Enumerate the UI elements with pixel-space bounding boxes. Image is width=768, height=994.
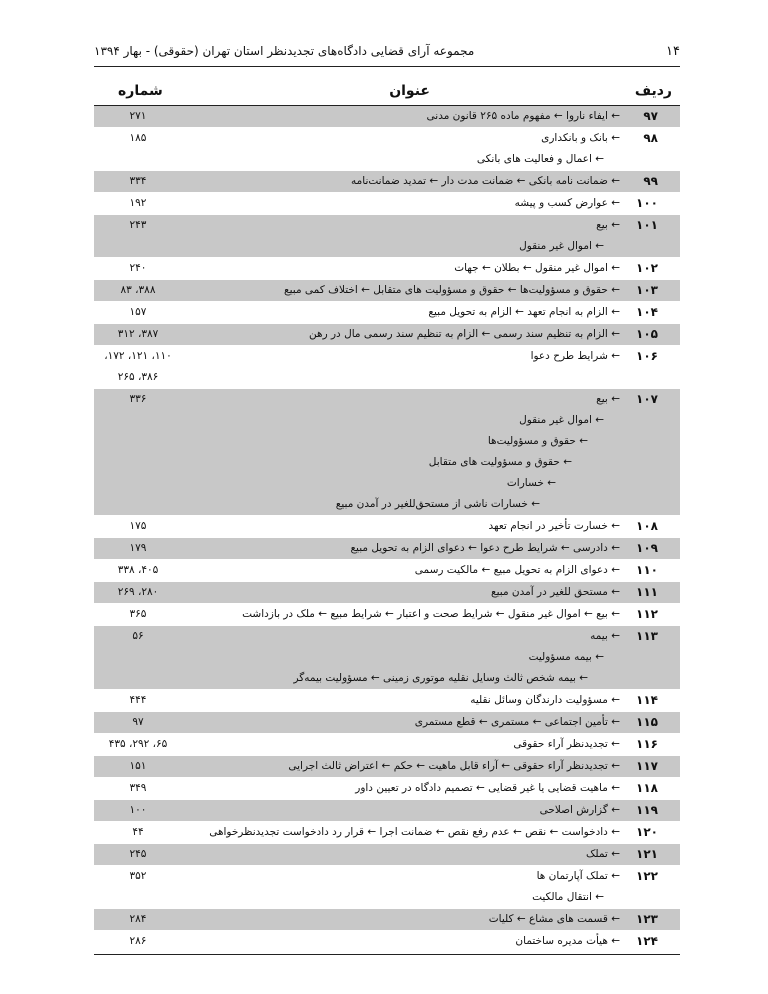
row-title: ← حقوق و مسؤولیت‌ها (487, 435, 588, 447)
row-number: ۱۷۹ (129, 542, 147, 554)
table-bottom-divider (94, 954, 680, 955)
row-title: ← دادرسی ← شرایط طرح دعوا ← دعوای الزام به تحویل مبیع (350, 542, 620, 554)
row-line (94, 346, 680, 367)
row-index: ۱۱۳ (636, 629, 658, 643)
running-title: مجموعه آرای قضایی دادگاه‌های تجدیدنظر استان تهران (حقوقی) - بهار ۱۳۹۴ (94, 44, 475, 58)
table-row (94, 128, 680, 171)
row-line (94, 560, 680, 581)
row-title: ← بیمه شخص ثالث وسایل نقلیه موتوری زمینی ← مسؤولیت بیمه‌گر (293, 672, 588, 684)
row-index: ۱۰۰ (636, 196, 658, 210)
index-table-body (94, 106, 680, 953)
row-line (94, 410, 680, 431)
row-line (94, 909, 680, 930)
row-title: ← حقوق و مسؤولیت‌ها ← حقوق و مسؤولیت های متقابل ← اختلاف کمی مبیع (284, 284, 620, 296)
row-number: ۳۵۲ (129, 870, 147, 882)
row-line (94, 844, 680, 865)
table-row (94, 106, 680, 128)
row-index: ۱۲۳ (636, 912, 658, 926)
row-index: ۹۹ (643, 174, 658, 188)
table-row (94, 909, 680, 931)
row-line (94, 367, 680, 388)
row-title: ← تجدیدنظر آراء حقوقی ← آراء قابل ماهیت ← حکم ← اعتراض ثالث اجرایی (288, 760, 620, 772)
table-row (94, 193, 680, 215)
row-index: ۱۰۱ (636, 218, 658, 232)
row-number: ۳۸۷، ۳۱۲ (117, 328, 159, 340)
row-number: ۹۷ (132, 716, 144, 728)
row-title: ← دادخواست ← نقص ← عدم رفع نقص ← ضمانت اجرا ← قرار رد دادخواست تجدیدنظرخواهی (209, 826, 620, 838)
row-line (94, 822, 680, 843)
row-line (94, 887, 680, 908)
row-number: ۱۰۰ (129, 804, 147, 816)
table-row (94, 626, 680, 690)
row-index: ۱۱۱ (636, 585, 658, 599)
table-row (94, 734, 680, 756)
row-line (94, 647, 680, 668)
row-title: ← تملک آپارتمان ها (536, 870, 620, 882)
row-line (94, 538, 680, 559)
table-row (94, 389, 680, 516)
row-line (94, 171, 680, 192)
row-title: ← دعوای الزام به تحویل مبیع ← مالکیت رسمی (414, 564, 620, 576)
row-index: ۹۸ (643, 131, 658, 145)
row-number: ۴۴ (132, 826, 144, 838)
row-index: ۱۰۷ (636, 392, 658, 406)
row-title: ← ماهیت قضایی یا غیر قضایی ← تصمیم دادگاه در تعیین داور (355, 782, 620, 794)
header-divider (94, 66, 680, 67)
row-title: ← تملک (585, 848, 620, 860)
row-index: ۱۱۲ (636, 607, 658, 621)
row-index: ۱۱۷ (636, 759, 658, 773)
row-line (94, 690, 680, 711)
row-title: ← تأمین اجتماعی ← مستمری ← قطع مستمری (414, 716, 620, 728)
row-number: ۶۵، ۲۹۲، ۴۳۵ (108, 738, 168, 750)
row-number: ۲۴۵ (129, 848, 147, 860)
row-title: ← الزام به تنظیم سند رسمی ← الزام به تنظیم سند رسمی مال در رهن (309, 328, 620, 340)
row-line (94, 604, 680, 625)
row-index: ۱۰۸ (636, 519, 658, 533)
row-index: ۱۰۲ (636, 261, 658, 275)
row-line (94, 712, 680, 733)
row-title: ← حقوق و مسؤولیت های متقابل (428, 456, 572, 468)
row-index: ۱۰۴ (636, 305, 658, 319)
row-title: ← بیمه مسؤولیت (528, 651, 604, 663)
row-title: ← خسارات ناشی از مستحق‌للغیر در آمدن مبیع (335, 498, 540, 510)
row-number: ۱۹۲ (129, 197, 147, 209)
row-line (94, 866, 680, 887)
row-title: ← انتقال مالکیت (532, 891, 604, 903)
row-title: ← بیع (596, 219, 620, 231)
row-line (94, 324, 680, 345)
row-title: ← اموال غیر منقول (519, 414, 604, 426)
table-row (94, 538, 680, 560)
row-number: ۴۴۴ (129, 694, 147, 706)
row-line (94, 215, 680, 236)
table-row (94, 756, 680, 778)
row-title: ← گزارش اصلاحی (539, 804, 620, 816)
row-title: ← بیع (596, 393, 620, 405)
row-line (94, 280, 680, 301)
table-row (94, 800, 680, 822)
table-row (94, 844, 680, 866)
row-line (94, 734, 680, 755)
row-title: ← ایفاء ناروا ← مفهوم ماده ۲۶۵ قانون مدنی (426, 110, 620, 122)
row-number: ۱۵۷ (129, 306, 147, 318)
table-row (94, 215, 680, 258)
table-row (94, 302, 680, 324)
row-index: ۱۰۳ (636, 283, 658, 297)
row-line (94, 626, 680, 647)
row-index: ۱۱۹ (636, 803, 658, 817)
table-row (94, 346, 680, 389)
row-number: ۳۳۴ (129, 175, 147, 187)
row-index: ۱۱۶ (636, 737, 658, 751)
table-row (94, 324, 680, 346)
table-row (94, 280, 680, 302)
row-line (94, 800, 680, 821)
row-line (94, 452, 680, 473)
row-number: ۳۶۵ (129, 608, 147, 620)
row-title: ← شرایط طرح دعوا (530, 350, 620, 362)
row-line (94, 778, 680, 799)
row-line (94, 668, 680, 689)
row-title: ← خسارت تأخیر در انجام تعهد (488, 520, 620, 532)
row-index: ۱۲۲ (636, 869, 658, 883)
table-row (94, 712, 680, 734)
row-line (94, 756, 680, 777)
table-row (94, 582, 680, 604)
row-line (94, 582, 680, 603)
row-title: ← عوارض کسب و پیشه (514, 197, 620, 209)
row-line (94, 516, 680, 537)
row-number: ۲۴۳ (129, 219, 147, 231)
table-row (94, 822, 680, 844)
column-header-index: ردیف (634, 83, 672, 99)
row-line (94, 389, 680, 410)
row-index: ۱۱۴ (636, 693, 658, 707)
row-index: ۱۰۵ (636, 327, 658, 341)
row-number: ۳۸۶، ۲۶۵ (117, 371, 159, 383)
row-number: ۱۸۵ (129, 132, 147, 144)
row-number: ۲۸۴ (129, 913, 147, 925)
row-line (94, 106, 680, 127)
row-number: ۵۶ (132, 630, 144, 642)
row-number: ۳۸۸، ۸۳ (120, 284, 156, 296)
table-header (94, 80, 680, 104)
row-title: ← الزام به انجام تعهد ← الزام به تحویل مبیع (428, 306, 620, 318)
row-index: ۱۲۴ (636, 934, 658, 948)
row-number: ۳۳۶ (129, 393, 147, 405)
table-row (94, 258, 680, 280)
row-line (94, 431, 680, 452)
row-line (94, 149, 680, 170)
row-title: ← بانک و بانکداری (541, 132, 620, 144)
row-number: ۲۸۰، ۲۶۹ (117, 586, 159, 598)
row-number: ۱۵۱ (129, 760, 147, 772)
row-title: ← قسمت های مشاع ← کلیات (488, 913, 620, 925)
page-number: ۱۴ (666, 44, 680, 59)
row-index: ۱۱۰ (636, 563, 658, 577)
row-title: ← مستحق للغیر در آمدن مبیع (491, 586, 620, 598)
table-row (94, 866, 680, 909)
row-title: ← بیمه (590, 630, 620, 642)
row-title: ← ضمانت نامه بانکی ← ضمانت مدت دار ← تمدید ضمانت‌نامه (351, 175, 620, 187)
row-line (94, 494, 680, 515)
row-number: ۱۷۵ (129, 520, 147, 532)
row-line (94, 258, 680, 279)
row-number: ۱۱۰، ۱۲۱، ۱۷۲، (104, 350, 172, 362)
row-number: ۳۴۹ (129, 782, 147, 794)
row-title: ← اموال غیر منقول (519, 240, 604, 252)
row-index: ۱۲۰ (636, 825, 658, 839)
row-title: ← اموال غیر منقول ← بطلان ← جهات (454, 262, 620, 274)
table-row (94, 604, 680, 626)
row-line (94, 931, 680, 952)
row-number: ۴۰۵، ۳۳۸ (117, 564, 159, 576)
row-index: ۹۷ (643, 109, 658, 123)
table-row (94, 931, 680, 953)
row-line (94, 302, 680, 323)
row-title: ← اعمال و فعالیت های بانکی (476, 153, 604, 165)
column-header-number: شماره (118, 83, 163, 99)
row-number: ۲۴۰ (129, 262, 147, 274)
row-index: ۱۱۵ (636, 715, 658, 729)
row-line (94, 193, 680, 214)
row-title: ← بیع ← اموال غیر منقول ← شرایط صحت و اعتبار ← شرایط مبیع ← ملک در بازداشت (242, 608, 620, 620)
table-row (94, 690, 680, 712)
row-title: ← هیأت مدیره ساختمان (515, 935, 620, 947)
table-row (94, 171, 680, 193)
table-row (94, 560, 680, 582)
table-row (94, 778, 680, 800)
row-index: ۱۲۱ (636, 847, 658, 861)
row-title: ← تجدیدنظر آراء حقوقی (513, 738, 620, 750)
row-number: ۲۷۱ (129, 110, 147, 122)
column-header-title: عنوان (389, 83, 430, 99)
page-header (94, 40, 680, 62)
row-index: ۱۱۸ (636, 781, 658, 795)
row-line (94, 473, 680, 494)
row-number: ۲۸۶ (129, 935, 147, 947)
row-index: ۱۰۹ (636, 541, 658, 555)
row-index: ۱۰۶ (636, 349, 658, 363)
row-line (94, 128, 680, 149)
row-title: ← خسارات (506, 477, 556, 489)
table-row (94, 516, 680, 538)
row-line (94, 236, 680, 257)
row-title: ← مسؤولیت دارندگان وسائل نقلیه (470, 694, 620, 706)
